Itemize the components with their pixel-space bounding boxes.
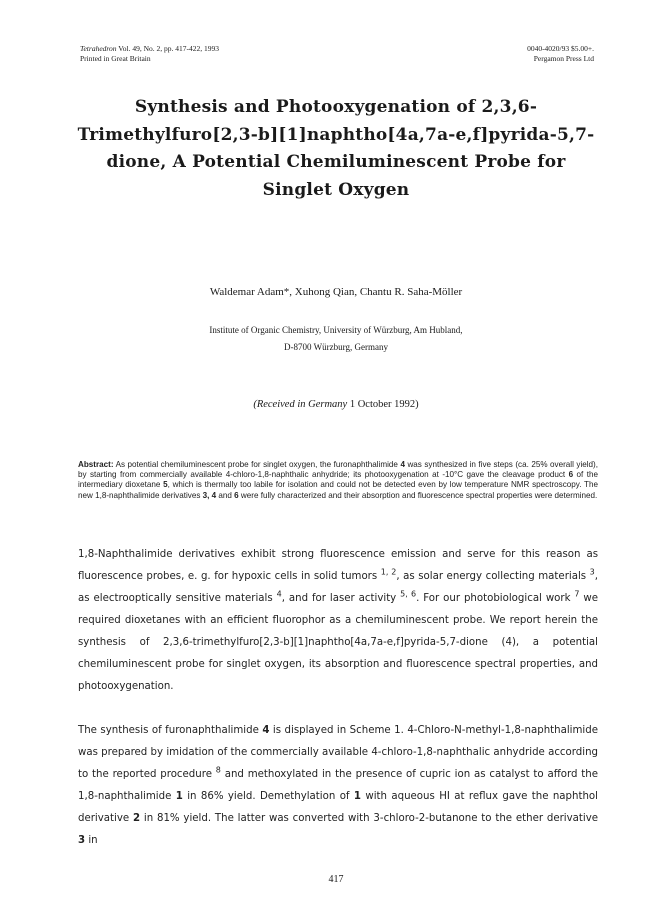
title-line: Singlet Oxygen (262, 179, 410, 200)
paragraph-text: , as electrooptically sensitive materials (78, 571, 598, 604)
paragraph-text: The synthesis of furonaphthalimide (78, 725, 263, 736)
paragraph-text: in (85, 835, 98, 846)
paragraph-text: we required dioxetanes with an efficient fluorophor as a chemiluminescent probe. We report herein the synthesis of 2,3,6-trimethylfuro[2,3-b][1]naphtho[4a,7a-e,f]pyrida-5,7-dione (4), a potential chemiluminescent probe for singlet oxygen, its absorption and fluorescence spectral properties, and photooxygenation. (78, 593, 599, 692)
journal-citation-header (80, 44, 219, 64)
compound-ref: 1 (175, 791, 183, 802)
paragraph-text: . For our photobiological work (416, 593, 575, 604)
paragraph-text: , as solar energy collecting materials (396, 571, 590, 582)
paragraph-text: with aqueous HI at reflux gave the naphthol derivative (78, 791, 598, 824)
paragraph-text: is displayed in Scheme 1. 4-Chloro-N-methyl-1,8-naphthalimide was prepared by imidation of the commercially available 4-chloro-1,8-naphthalic anhydride according to the reported procedure (78, 725, 599, 780)
received-year: 1992) (394, 399, 419, 410)
reference-marker: 4 (276, 589, 282, 599)
paragraph-text: and methoxylated in the presence of cupric ion as catalyst to afford the 1,8-naphthalimide (78, 769, 598, 802)
affiliation-line: D-8700 Würzburg, Germany (284, 342, 388, 352)
printed-location: Printed in Great Britain (80, 54, 151, 63)
reference-marker: 8 (215, 765, 221, 775)
compound-ref: 6 (234, 490, 239, 500)
paragraph-text: in 86% yield. Demethylation of (182, 791, 354, 802)
abstract-text: of the intermediary dioxetane (78, 470, 599, 490)
compound-ref: 3 (78, 835, 86, 846)
compound-ref: 3, 4 (202, 490, 217, 500)
abstract-label: Abstract: (78, 460, 114, 469)
journal-volume: Vol. 49, No. 2, pp. 417-422, 1993 (118, 44, 219, 53)
body-paragraph-synthesis (78, 720, 598, 852)
reference-marker: 5, 6 (400, 589, 417, 599)
compound-ref: 4 (400, 460, 405, 469)
publisher-name: Pergamon Press Ltd (533, 54, 594, 63)
reference-marker: 3 (589, 567, 595, 577)
compound-ref: 5 (163, 480, 168, 490)
affiliation (0, 322, 672, 356)
paper-title (70, 94, 602, 204)
issn-price: 0040-4020/93 $5.00+. (527, 44, 594, 53)
abstract (78, 460, 598, 501)
compound-ref: 6 (568, 470, 574, 480)
compound-ref: 4 (262, 725, 270, 736)
title-line: Synthesis and Photooxygenation of 2,3,6- (134, 97, 538, 117)
affiliation-line: Institute of Organic Chemistry, University of Würzburg, Am Hubland, (209, 325, 463, 335)
body-paragraph-intro (78, 544, 598, 698)
title-line: dione, A Potential Chemiluminescent Probe for (106, 152, 566, 172)
received-prefix: (Received in Germany (253, 399, 348, 410)
compound-ref: 1 (353, 791, 361, 802)
compound-ref: 2 (132, 813, 141, 824)
page-number: 417 (328, 874, 344, 885)
reference-marker: 7 (574, 589, 580, 599)
abstract-text: were fully characterized and their absorption and fluorescence spectral properties were determined. (238, 490, 598, 500)
publisher-header (527, 44, 594, 64)
abstract-text: was synthesized in five steps (ca. 25% overall yield), by starting from commercially available 4-chloro-1,8-naphthalic anhydride; its photooxygenation at -10°C gave the cleavage product (78, 460, 598, 480)
received-date (0, 399, 672, 410)
reference-marker: 1, 2 (380, 567, 397, 577)
received-day-month: 1 October (349, 399, 392, 410)
author-list: Waldemar Adam*, Xuhong Qian, Chantu R. Saha-Möller (209, 286, 463, 298)
paragraph-text: in 81% yield. The latter was converted with 3-chloro-2-butanone to the ether derivative (140, 813, 599, 824)
paragraph-text: , and for laser activity (281, 593, 401, 604)
journal-name: Tetrahedron (80, 44, 117, 53)
abstract-text: , which is thermally too labile for isolation and could not be detected even by low temperature NMR spectroscopy. The new 1,8-naphthalimide derivatives (78, 480, 598, 500)
abstract-text: As potential chemiluminescent probe for singlet oxygen, the furonaphthalimide (113, 460, 401, 469)
paragraph-text: 1,8-Naphthalimide derivatives exhibit strong fluorescence emission and serve for this reason as fluorescence probes, e. g. for hypoxic cells in solid tumors (78, 549, 598, 582)
abstract-text: and (216, 490, 235, 500)
title-line: Trimethylfuro[2,3-b][1]naphtho[4a,7a-e,f]pyrida-5,7- (77, 124, 595, 145)
